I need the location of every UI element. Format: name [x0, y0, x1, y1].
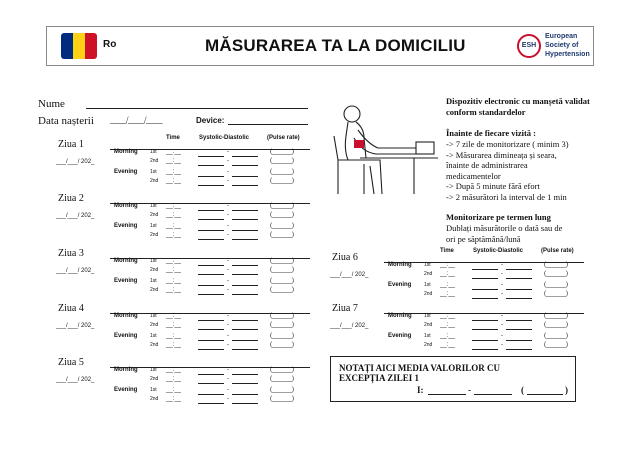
long-line: ori pe săptămână/lună: [446, 233, 521, 244]
time-field[interactable]: __:__: [440, 342, 456, 348]
systolic-field[interactable]: [198, 349, 224, 350]
pulse-field[interactable]: (______): [270, 387, 295, 393]
measure-ordinal: 1st: [424, 313, 431, 319]
sys-dia-dash: -: [227, 258, 229, 264]
diastolic-field[interactable]: [506, 320, 532, 321]
sys-dia-dash: -: [227, 333, 229, 339]
time-field[interactable]: __:__: [166, 212, 182, 218]
systolic-field[interactable]: [198, 265, 224, 266]
col-pulse-header: (Pulse rate): [541, 248, 574, 254]
diastolic-field[interactable]: [232, 374, 258, 375]
day-date-field[interactable]: ___/___/ 202_: [56, 159, 95, 165]
measure-ordinal: 1st: [424, 262, 431, 268]
pulse-field[interactable]: (______): [544, 322, 569, 328]
time-field[interactable]: __:__: [440, 262, 456, 268]
time-field[interactable]: __:__: [166, 149, 182, 155]
summary-dash: -: [468, 385, 471, 395]
measure-ordinal: 2nd: [150, 158, 159, 164]
romanian-flag-icon: [61, 33, 97, 59]
measure-ordinal: 1st: [150, 169, 157, 175]
systolic-field[interactable]: [472, 298, 498, 299]
measure-ordinal: 1st: [150, 367, 157, 373]
session-label: Morning: [388, 262, 412, 268]
measure-ordinal: 1st: [150, 278, 157, 284]
systolic-field[interactable]: [198, 210, 224, 211]
before-visit-title: Înainte de fiecare vizită :: [446, 128, 537, 138]
summary-pulse-close: ): [565, 385, 568, 395]
systolic-field[interactable]: [472, 278, 498, 279]
birth-label: Data nașterii: [38, 115, 94, 127]
day-label: Ziua 7: [332, 303, 358, 314]
systolic-field[interactable]: [198, 274, 224, 275]
time-field[interactable]: __:__: [166, 178, 182, 184]
time-field[interactable]: __:__: [166, 396, 182, 402]
diastolic-field[interactable]: [506, 298, 532, 299]
measure-ordinal: 1st: [150, 313, 157, 319]
summary-systolic-field[interactable]: [428, 394, 466, 395]
diastolic-field[interactable]: [232, 210, 258, 211]
diastolic-field[interactable]: [232, 403, 258, 404]
session-label: Evening: [388, 282, 412, 288]
systolic-field[interactable]: [472, 340, 498, 341]
sys-dia-dash: -: [227, 149, 229, 155]
systolic-field[interactable]: [198, 340, 224, 341]
pulse-field[interactable]: (______): [270, 258, 295, 264]
before-line: -> După 5 minute fără efort: [446, 181, 540, 191]
pulse-field[interactable]: (______): [270, 287, 295, 293]
diastolic-field[interactable]: [232, 294, 258, 295]
pulse-field[interactable]: (______): [270, 169, 295, 175]
measure-ordinal: 2nd: [150, 342, 159, 348]
systolic-field[interactable]: [198, 285, 224, 286]
summary-diastolic-field[interactable]: [474, 394, 512, 395]
diastolic-field[interactable]: [232, 176, 258, 177]
day-date-field[interactable]: ___/___/ 202_: [56, 268, 95, 274]
diastolic-field[interactable]: [506, 329, 532, 330]
time-field[interactable]: __:__: [166, 367, 182, 373]
session-label: Morning: [114, 313, 138, 319]
diastolic-field[interactable]: [232, 219, 258, 220]
diastolic-field[interactable]: [232, 185, 258, 186]
day-date-field[interactable]: ___/___/ 202_: [330, 272, 369, 278]
systolic-field[interactable]: [198, 230, 224, 231]
sys-dia-dash: -: [227, 287, 229, 293]
measure-ordinal: 2nd: [150, 178, 159, 184]
measure-ordinal: 1st: [424, 282, 431, 288]
day-date-field[interactable]: ___/___/ 202_: [330, 323, 369, 329]
time-field[interactable]: __:__: [166, 342, 182, 348]
measure-ordinal: 2nd: [424, 342, 433, 348]
systolic-field[interactable]: [198, 294, 224, 295]
birth-field[interactable]: ____/____/____: [110, 115, 163, 125]
session-label: Evening: [114, 387, 138, 393]
before-visit-list: [446, 139, 618, 202]
time-field[interactable]: __:__: [440, 322, 456, 328]
systolic-field[interactable]: [472, 329, 498, 330]
session-label: Morning: [114, 203, 138, 209]
sys-dia-dash: -: [501, 322, 503, 328]
measure-ordinal: 2nd: [424, 322, 433, 328]
pulse-field[interactable]: (______): [270, 212, 295, 218]
measure-ordinal: 1st: [424, 333, 431, 339]
session-label: Morning: [114, 258, 138, 264]
time-field[interactable]: __:__: [166, 387, 182, 393]
diastolic-field[interactable]: [232, 394, 258, 395]
pulse-field[interactable]: (______): [270, 223, 295, 229]
session-label: Evening: [114, 278, 138, 284]
measure-ordinal: 2nd: [150, 287, 159, 293]
flag-stripe-red: [85, 33, 97, 59]
sys-dia-dash: -: [227, 367, 229, 373]
time-field[interactable]: __:__: [440, 291, 456, 297]
diastolic-field[interactable]: [232, 329, 258, 330]
sys-dia-dash: -: [501, 333, 503, 339]
day-date-field[interactable]: ___/___/ 202_: [56, 213, 95, 219]
diastolic-field[interactable]: [232, 239, 258, 240]
person-measuring-illustration: [330, 98, 442, 198]
sys-dia-dash: -: [227, 322, 229, 328]
before-line: -> 7 zile de monitorizare ( minim 3): [446, 139, 569, 149]
long-term-title: Monitorizare pe termen lung: [446, 212, 551, 222]
long-line: Dublați măsurătorile o dată sau de: [446, 223, 563, 233]
pulse-field[interactable]: (______): [544, 313, 569, 319]
long-term-list: [446, 223, 618, 244]
measure-ordinal: 2nd: [150, 376, 159, 382]
diastolic-field[interactable]: [232, 285, 258, 286]
systolic-field[interactable]: [198, 176, 224, 177]
pulse-field[interactable]: (______): [544, 291, 569, 297]
measure-ordinal: 1st: [150, 149, 157, 155]
esh-logo-text: European Society of Hypertension: [545, 33, 590, 58]
time-field[interactable]: __:__: [440, 313, 456, 319]
summary-title: NOTAȚI AICI MEDIA VALORILOR CU EXCEPȚIA ZILEI 1: [339, 363, 501, 383]
pulse-field[interactable]: (______): [544, 333, 569, 339]
diastolic-field[interactable]: [506, 269, 532, 270]
sys-dia-dash: -: [227, 387, 229, 393]
summary-prefix: I:: [417, 385, 424, 395]
pulse-field[interactable]: (______): [270, 149, 295, 155]
flag-stripe-yellow: [73, 33, 85, 59]
time-field[interactable]: __:__: [166, 333, 182, 339]
sys-dia-dash: -: [501, 271, 503, 277]
measure-ordinal: 1st: [150, 223, 157, 229]
day-label: Ziua 5: [58, 357, 84, 368]
sys-dia-dash: -: [227, 376, 229, 382]
sys-dia-dash: -: [501, 262, 503, 268]
pulse-field[interactable]: (______): [270, 267, 295, 273]
day-date-field[interactable]: ___/___/ 202_: [56, 323, 95, 329]
measure-ordinal: 1st: [150, 333, 157, 339]
day-date-field[interactable]: ___/___/ 202_: [56, 377, 95, 383]
diastolic-field[interactable]: [232, 265, 258, 266]
summary-pulse-open: (: [521, 385, 524, 395]
measure-ordinal: 2nd: [150, 212, 159, 218]
pulse-field[interactable]: (______): [544, 342, 569, 348]
systolic-field[interactable]: [198, 374, 224, 375]
before-line: medicamentelor: [446, 170, 501, 181]
session-label: Morning: [114, 367, 138, 373]
sys-dia-dash: -: [227, 313, 229, 319]
time-field[interactable]: __:__: [166, 287, 182, 293]
sys-dia-dash: -: [227, 223, 229, 229]
time-field[interactable]: __:__: [440, 333, 456, 339]
time-field[interactable]: __:__: [166, 158, 182, 164]
day-label: Ziua 2: [58, 193, 84, 204]
systolic-field[interactable]: [472, 269, 498, 270]
time-field[interactable]: __:__: [166, 203, 182, 209]
name-field[interactable]: [86, 108, 308, 109]
col-time-header: Time: [440, 248, 454, 254]
systolic-field[interactable]: [198, 403, 224, 404]
diastolic-field[interactable]: [232, 349, 258, 350]
sys-dia-dash: -: [501, 291, 503, 297]
measure-ordinal: 2nd: [150, 267, 159, 273]
session-label: Evening: [114, 333, 138, 339]
col-time-header: Time: [166, 135, 180, 141]
pulse-field[interactable]: (______): [270, 232, 295, 238]
sys-dia-dash: -: [227, 396, 229, 402]
pulse-field[interactable]: (______): [270, 313, 295, 319]
systolic-field[interactable]: [198, 383, 224, 384]
before-line: -> 2 măsurători la interval de 1 min: [446, 191, 567, 202]
page-title: MĂSURAREA TA LA DOMICILIU: [205, 36, 466, 55]
systolic-field[interactable]: [198, 185, 224, 186]
esh-logo: [517, 32, 590, 62]
systolic-field[interactable]: [472, 289, 498, 290]
col-sys-dia-header: Systolic-Diastolic: [473, 248, 524, 254]
cuff-icon: [354, 140, 364, 148]
sys-dia-dash: -: [227, 278, 229, 284]
diastolic-field[interactable]: [232, 230, 258, 231]
session-label: Evening: [114, 223, 138, 229]
sys-dia-dash: -: [227, 169, 229, 175]
session-label: Evening: [114, 169, 138, 175]
systolic-field[interactable]: [198, 394, 224, 395]
header-banner: [46, 26, 594, 66]
sys-dia-dash: -: [501, 342, 503, 348]
sys-dia-dash: -: [227, 178, 229, 184]
pulse-field[interactable]: (______): [270, 376, 295, 382]
pulse-field[interactable]: (______): [270, 396, 295, 402]
pulse-field[interactable]: (______): [270, 322, 295, 328]
flag-stripe-blue: [61, 33, 73, 59]
systolic-field[interactable]: [198, 239, 224, 240]
diastolic-field[interactable]: [506, 278, 532, 279]
summary-box: [330, 356, 576, 402]
pulse-field[interactable]: (______): [544, 271, 569, 277]
col-sys-dia-header: Systolic-Diastolic: [199, 135, 250, 141]
measure-ordinal: 2nd: [150, 396, 159, 402]
time-field[interactable]: __:__: [440, 282, 456, 288]
measure-ordinal: 2nd: [424, 291, 433, 297]
diastolic-field[interactable]: [232, 274, 258, 275]
pulse-field[interactable]: (______): [270, 178, 295, 184]
systolic-field[interactable]: [472, 349, 498, 350]
device-instruction: Dispozitiv electronic cu manșetă validat conform standardelor: [446, 96, 590, 117]
time-field[interactable]: __:__: [440, 271, 456, 277]
pulse-field[interactable]: (______): [270, 333, 295, 339]
day-label: Ziua 6: [332, 252, 358, 263]
measure-ordinal: 2nd: [150, 322, 159, 328]
day-label: Ziua 4: [58, 303, 84, 314]
name-label: Nume: [38, 98, 65, 110]
time-field[interactable]: __:__: [166, 278, 182, 284]
time-field[interactable]: __:__: [166, 376, 182, 382]
sys-dia-dash: -: [501, 282, 503, 288]
systolic-field[interactable]: [198, 165, 224, 166]
measure-ordinal: 2nd: [150, 232, 159, 238]
pulse-field[interactable]: (______): [544, 262, 569, 268]
diastolic-field[interactable]: [232, 165, 258, 166]
diastolic-field[interactable]: [232, 320, 258, 321]
diastolic-field[interactable]: [506, 289, 532, 290]
device-label: Device:: [196, 116, 225, 125]
pulse-field[interactable]: (______): [270, 158, 295, 164]
before-line: înainte de administrarea: [446, 160, 528, 170]
time-field[interactable]: __:__: [166, 232, 182, 238]
session-label: Morning: [114, 149, 138, 155]
sys-dia-dash: -: [227, 203, 229, 209]
time-field[interactable]: __:__: [166, 169, 182, 175]
session-label: Morning: [388, 313, 412, 319]
systolic-field[interactable]: [472, 320, 498, 321]
time-field[interactable]: __:__: [166, 258, 182, 264]
measure-ordinal: 1st: [150, 203, 157, 209]
time-field[interactable]: __:__: [166, 223, 182, 229]
systolic-field[interactable]: [198, 219, 224, 220]
col-pulse-header: (Pulse rate): [267, 135, 300, 141]
time-field[interactable]: __:__: [166, 267, 182, 273]
systolic-field[interactable]: [198, 329, 224, 330]
systolic-field[interactable]: [198, 156, 224, 157]
pulse-field[interactable]: (______): [270, 342, 295, 348]
diastolic-field[interactable]: [506, 340, 532, 341]
sys-dia-dash: -: [501, 313, 503, 319]
diastolic-field[interactable]: [232, 383, 258, 384]
day-label: Ziua 1: [58, 139, 84, 150]
measure-ordinal: 1st: [150, 387, 157, 393]
day-label: Ziua 3: [58, 248, 84, 259]
sys-dia-dash: -: [227, 342, 229, 348]
pulse-field[interactable]: (______): [270, 203, 295, 209]
measure-ordinal: 2nd: [424, 271, 433, 277]
systolic-field[interactable]: [198, 320, 224, 321]
esh-logo-icon: ESH: [517, 34, 541, 58]
device-field[interactable]: [228, 124, 308, 125]
before-line: -> Măsurarea dimineața și seara,: [446, 149, 557, 160]
pulse-field[interactable]: (______): [544, 282, 569, 288]
pulse-field[interactable]: (______): [270, 367, 295, 373]
sys-dia-dash: -: [227, 267, 229, 273]
diastolic-field[interactable]: [506, 349, 532, 350]
sys-dia-dash: -: [227, 158, 229, 164]
session-label: Evening: [388, 333, 412, 339]
diastolic-field[interactable]: [232, 156, 258, 157]
language-code: Ro: [103, 39, 117, 50]
diastolic-field[interactable]: [232, 340, 258, 341]
sys-dia-dash: -: [227, 232, 229, 238]
pulse-field[interactable]: (______): [270, 278, 295, 284]
sys-dia-dash: -: [227, 212, 229, 218]
measure-ordinal: 1st: [150, 258, 157, 264]
summary-pulse-field[interactable]: [527, 394, 563, 395]
time-field[interactable]: __:__: [166, 313, 182, 319]
time-field[interactable]: __:__: [166, 322, 182, 328]
